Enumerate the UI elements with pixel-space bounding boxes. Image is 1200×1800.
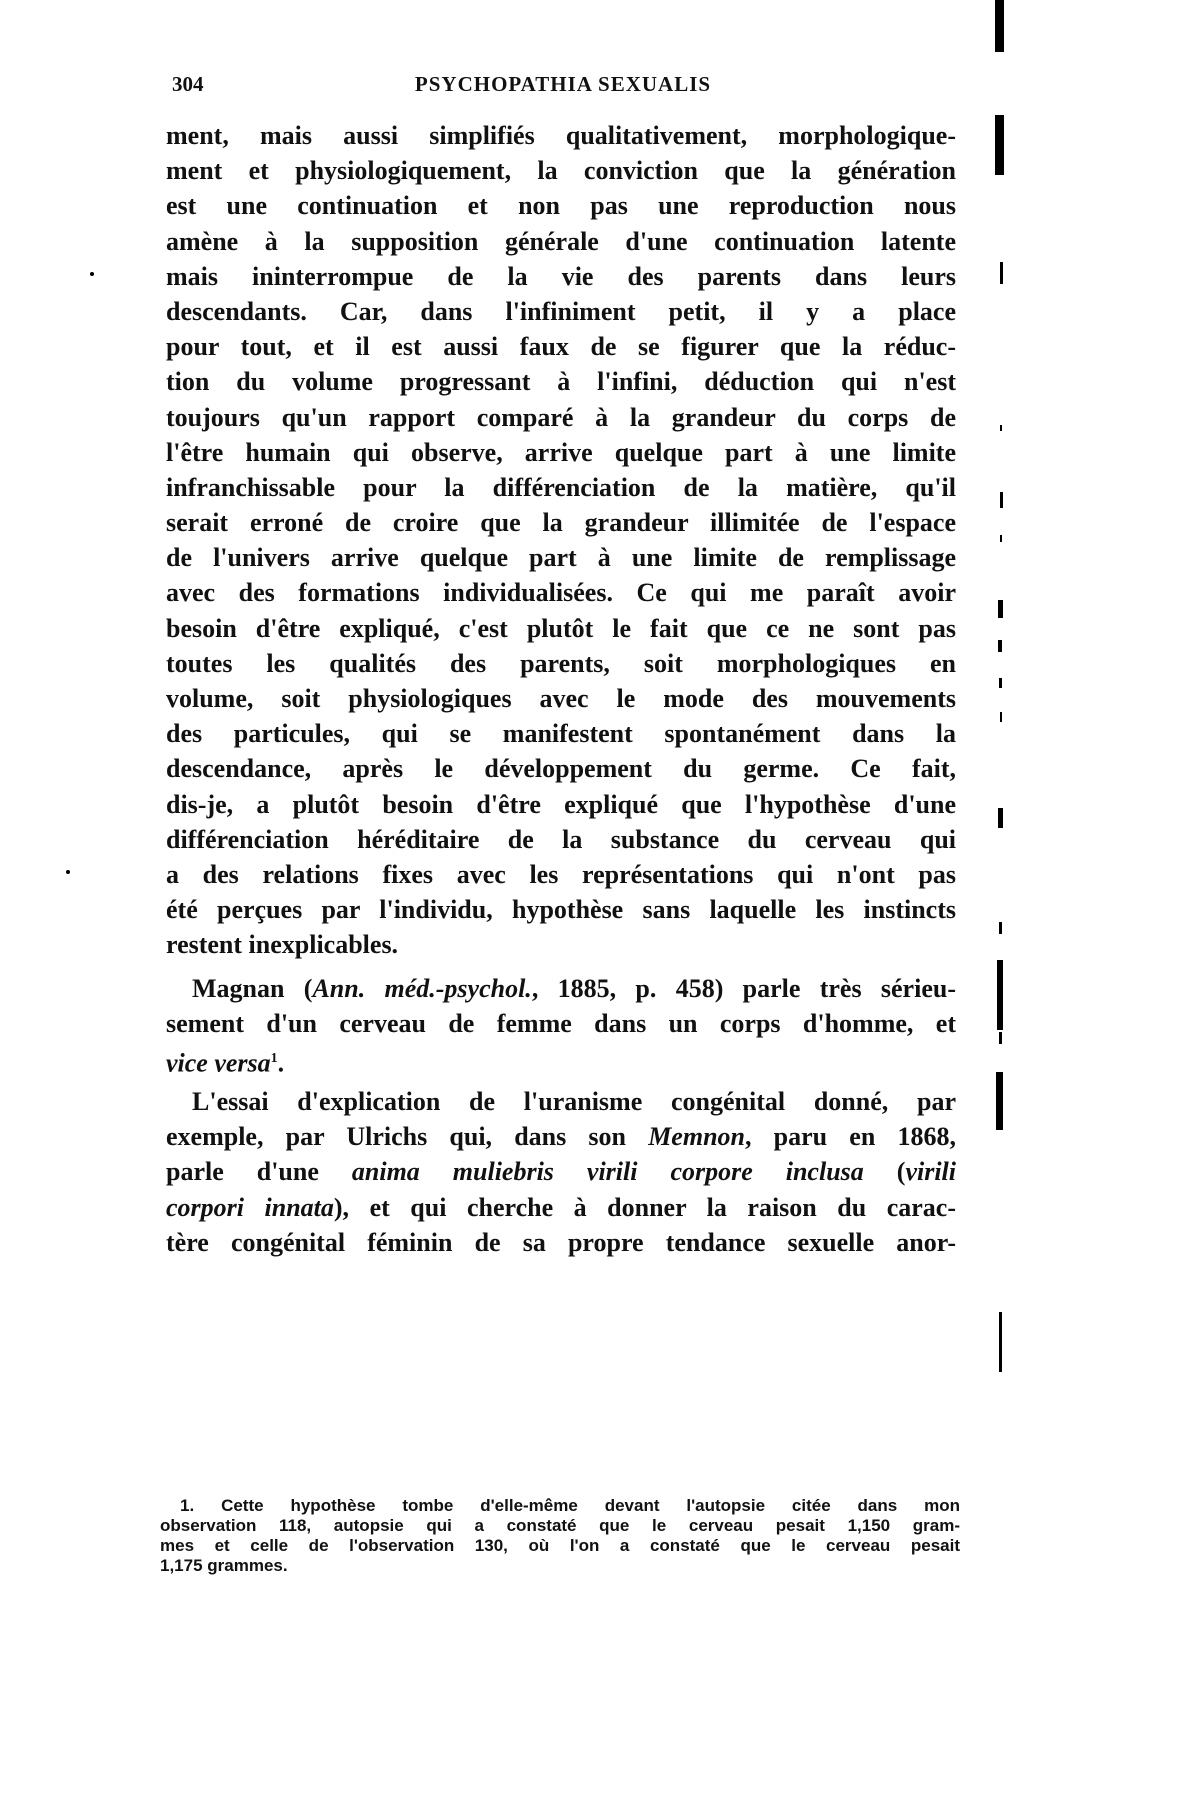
footnote-number: 1.	[180, 1496, 195, 1515]
scan-edge-mark	[1000, 262, 1003, 284]
paragraph-spacing	[166, 1076, 956, 1084]
text-span: ), et qui cherche à donner la raison du carac-	[333, 1192, 956, 1222]
text-line	[166, 1119, 956, 1154]
text-span: parle d'une	[166, 1157, 352, 1187]
text-line: est une continuation et non pas une reproduction nous	[166, 191, 956, 221]
text-line: amène à la supposition générale d'une continuation latente	[166, 226, 956, 256]
scan-speck	[90, 272, 94, 276]
text-span: .	[277, 1048, 285, 1078]
text-line: l'être humain qui observe, arrive quelque part à une limite	[166, 437, 956, 467]
text-line: ment et physiologiquement, la conviction que la génération	[166, 156, 956, 186]
running-title: PSYCHOPATHIA SEXUALIS	[414, 72, 712, 96]
text-span: , 1885, p. 458) parle très sérieu-	[531, 973, 956, 1003]
text-line: tère congénital féminin de sa propre tendance sexuelle anor-	[166, 1227, 956, 1257]
scan-edge-mark	[995, 115, 1004, 175]
scan-edge-mark	[999, 1312, 1002, 1372]
latin-phrase: corpori innata	[166, 1192, 334, 1222]
scan-edge-mark	[1000, 535, 1002, 542]
text-line: avec des formations individualisées. Ce qui me paraît avoir	[166, 578, 956, 608]
book-title: Memnon	[648, 1122, 745, 1152]
footnotes	[160, 1496, 960, 1576]
scan-edge-mark	[1000, 425, 1002, 431]
text-line: dis-je, a plutôt besoin d'être expliqué que l'hypothèse d'une	[166, 789, 956, 819]
scan-edge-mark	[998, 640, 1002, 652]
latin-phrase: anima muliebris virili corpore inclusa	[351, 1157, 864, 1187]
scan-edge-mark	[995, 0, 1004, 52]
text-line: ment, mais aussi simplifiés qualitativement, morphologique-	[166, 121, 956, 150]
text-line: serait erroné de croire que la grandeur illimitée de l'espace	[166, 508, 956, 538]
text-span: Cette hypothèse tombe d'elle-même devant l'autopsie citée dans mon	[221, 1496, 960, 1515]
footnote-1	[160, 1496, 960, 1576]
paragraph-1	[166, 118, 956, 963]
text-line	[166, 1190, 956, 1225]
scan-edge-mark	[999, 1032, 1002, 1044]
text-line: des particules, qui se manifestent spontanément dans la	[166, 719, 956, 749]
text-line: descendants. Car, dans l'infiniment petit, il y a place	[166, 296, 956, 326]
latin-phrase: vice versa	[166, 1048, 271, 1078]
footnote-line: 1,175 grammes.	[160, 1556, 288, 1575]
text-span: exemple, par Ulrichs qui, dans son	[166, 1122, 649, 1152]
footnote-line: mes et celle de l'observation 130, où l'on a constaté que le cerveau pesait	[160, 1536, 960, 1555]
text-line: L'essai d'explication de l'uranisme congénital donné, par	[192, 1087, 956, 1117]
journal-citation: Ann. méd.-psychol.	[312, 973, 532, 1003]
text-line: pour tout, et il est aussi faux de se figurer que la réduc-	[166, 332, 956, 362]
scan-speck	[66, 870, 70, 874]
text-line: volume, soit physiologiques avec le mode des mouvements	[166, 684, 956, 713]
scan-edge-mark	[1000, 712, 1002, 722]
paragraph-2	[166, 971, 956, 1077]
scan-edge-mark	[997, 960, 1003, 1030]
text-line: toutes les qualités des parents, soit morphologiques en	[166, 648, 956, 678]
scan-edge-mark	[996, 1072, 1003, 1130]
text-span: Magnan (	[192, 973, 313, 1003]
text-span: (	[863, 1157, 906, 1187]
page-number: 304	[172, 72, 204, 96]
text-line	[166, 1154, 956, 1189]
footnote-reference[interactable]: 1	[270, 1050, 278, 1066]
text-line: différenciation héréditaire de la substance du cerveau qui	[166, 824, 956, 854]
text-line: toujours qu'un rapport comparé à la grandeur du corps de	[166, 402, 956, 432]
body-text	[166, 118, 956, 1260]
latin-phrase: virili	[905, 1157, 956, 1187]
text-line: restent inexplicables.	[166, 930, 399, 960]
scan-edge-mark	[999, 678, 1002, 688]
scan-edge-mark	[1000, 492, 1003, 508]
footnote-line	[160, 1496, 960, 1516]
text-line: mais ininterrompue de la vie des parents dans leurs	[166, 261, 956, 291]
footnote-line: observation 118, autopsie qui a constaté que le cerveau pesait 1,150 gram-	[160, 1516, 960, 1535]
paragraph-spacing	[166, 963, 956, 971]
text-line: tion du volume progressant à l'infini, déduction qui n'est	[166, 367, 956, 397]
paragraph-3	[166, 1084, 956, 1260]
scan-edge-mark	[999, 922, 1002, 934]
text-line: sement d'un cerveau de femme dans un corps d'homme, et	[166, 1008, 956, 1038]
scan-edge-mark	[998, 600, 1003, 618]
text-line: été perçues par l'individu, hypothèse sans laquelle les instincts	[166, 895, 956, 925]
text-line: a des relations fixes avec les représentations qui n'ont pas	[166, 859, 956, 889]
scan-edge-mark	[998, 808, 1003, 828]
text-line: descendance, après le développement du germe. Ce fait,	[166, 754, 956, 784]
text-line	[166, 971, 956, 1006]
text-line: infranchissable pour la différenciation de la matière, qu'il	[166, 472, 956, 502]
text-span: , paru en 1868,	[745, 1122, 956, 1152]
page-header	[172, 72, 954, 102]
text-line	[166, 1041, 956, 1076]
text-line: besoin d'être expliqué, c'est plutôt le fait que ce ne sont pas	[166, 613, 956, 643]
text-line: de l'univers arrive quelque part à une limite de remplissage	[166, 543, 956, 573]
